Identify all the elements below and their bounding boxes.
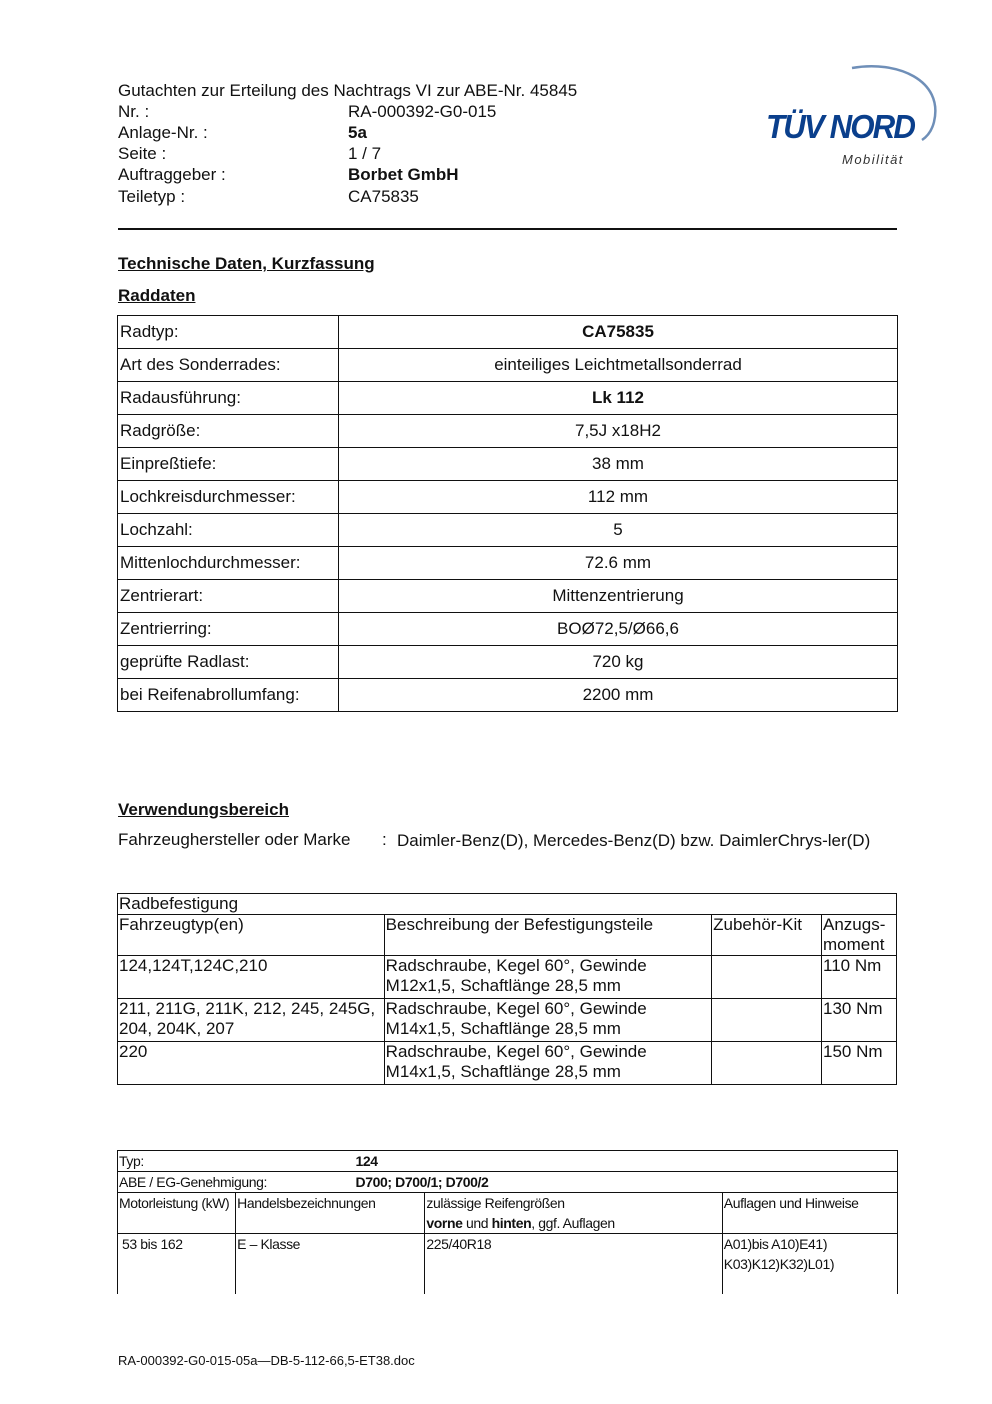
reifen-header-rest: , ggf. Auflagen bbox=[531, 1215, 615, 1231]
raddaten-label: bei Reifenabrollumfang: bbox=[118, 679, 339, 712]
befestigung-beschreibung-cell: Radschraube, Kegel 60°, Gewinde M12x1,5, Schaftlänge 28,5 mm bbox=[384, 956, 711, 999]
raddaten-label: Zentrierart: bbox=[118, 580, 339, 613]
table-row bbox=[118, 1234, 898, 1295]
raddaten-value: 720 kg bbox=[339, 646, 898, 679]
raddaten-label: Mittenlochdurchmesser: bbox=[118, 547, 339, 580]
column-header: Auflagen und Hinweise bbox=[722, 1193, 897, 1234]
raddaten-value: 2200 mm bbox=[339, 679, 898, 712]
befestigung-kit-cell bbox=[712, 999, 822, 1042]
raddaten-label: Art des Sonderrades: bbox=[118, 349, 339, 382]
report-title: Gutachten zur Erteilung des Nachtrags VI zur ABE-Nr. 45845 bbox=[118, 81, 578, 100]
raddaten-row bbox=[118, 613, 898, 646]
typ-table bbox=[117, 1150, 898, 1294]
motor-cell: 53 bis 162 bbox=[118, 1234, 236, 1295]
table-row bbox=[118, 999, 897, 1042]
section-raddaten: Raddaten bbox=[118, 286, 196, 305]
raddaten-row bbox=[118, 316, 898, 349]
header-value: CA75835 bbox=[348, 187, 419, 206]
raddaten-row bbox=[118, 415, 898, 448]
raddaten-value: 72.6 mm bbox=[339, 547, 898, 580]
raddaten-label: Radtyp: bbox=[118, 316, 339, 349]
befestigung-moment-cell: 130 Nm bbox=[822, 999, 897, 1042]
raddaten-table bbox=[117, 315, 898, 712]
raddaten-row bbox=[118, 448, 898, 481]
column-header: Fahrzeugtyp(en) bbox=[118, 915, 385, 956]
befestigung-typ-cell: 124,124T,124C,210 bbox=[118, 956, 385, 999]
raddaten-row bbox=[118, 514, 898, 547]
header-divider bbox=[118, 228, 897, 230]
header-label: Anlage-Nr. : bbox=[118, 123, 208, 142]
raddaten-value: Lk 112 bbox=[339, 382, 898, 415]
manufacturer-label: Fahrzeughersteller oder Marke bbox=[118, 830, 351, 849]
raddaten-value: einteiliges Leichtmetallsonderrad bbox=[339, 349, 898, 382]
raddaten-row bbox=[118, 646, 898, 679]
raddaten-value: 5 bbox=[339, 514, 898, 547]
radbefestigung-table bbox=[117, 893, 897, 1085]
raddaten-row bbox=[118, 382, 898, 415]
column-header-reifen bbox=[425, 1193, 722, 1234]
raddaten-label: Zentrierring: bbox=[118, 613, 339, 646]
tuev-nord-logo bbox=[762, 60, 942, 170]
befestigung-typ-cell: 220 bbox=[118, 1042, 385, 1085]
befestigung-beschreibung-cell: Radschraube, Kegel 60°, Gewinde M14x1,5, Schaftlänge 28,5 mm bbox=[384, 1042, 711, 1085]
table-row bbox=[118, 956, 897, 999]
abe-label: ABE / EG-Genehmigung: bbox=[119, 1174, 268, 1190]
befestigung-beschreibung-cell: Radschraube, Kegel 60°, Gewinde M14x1,5, Schaftlänge 28,5 mm bbox=[384, 999, 711, 1042]
header-value: 5a bbox=[348, 123, 367, 142]
header-row-nr bbox=[118, 102, 638, 123]
section-verwendungsbereich: Verwendungsbereich bbox=[118, 800, 289, 819]
header-label: Teiletyp : bbox=[118, 187, 186, 206]
column-header: Zubehör-Kit bbox=[712, 915, 822, 956]
raddaten-row bbox=[118, 547, 898, 580]
reifen-header-hinten: hinten bbox=[491, 1215, 532, 1231]
footer-filename: RA-000392-G0-015-05a—DB-5-112-66,5-ET38.doc bbox=[118, 1353, 415, 1368]
header-row-auftraggeber bbox=[118, 165, 638, 186]
column-header: Anzugs-moment bbox=[822, 915, 897, 956]
table-row bbox=[118, 1042, 897, 1085]
raddaten-value: BOØ72,5/Ø66,6 bbox=[339, 613, 898, 646]
abe-value: D700; D700/1; D700/2 bbox=[355, 1174, 489, 1190]
raddaten-value: Mittenzentrierung bbox=[339, 580, 898, 613]
befestigung-kit-cell bbox=[712, 956, 822, 999]
raddaten-row bbox=[118, 679, 898, 712]
raddaten-label: Lochzahl: bbox=[118, 514, 339, 547]
typ-value: 124 bbox=[355, 1153, 378, 1169]
header-row-anlage bbox=[118, 123, 638, 144]
section-technische-daten: Technische Daten, Kurzfassung bbox=[118, 254, 375, 273]
reifen-header-und: und bbox=[462, 1215, 492, 1231]
manufacturer-colon: : bbox=[382, 830, 387, 849]
handel-cell: E – Klasse bbox=[236, 1234, 425, 1295]
logo-brand: TÜV NORD bbox=[766, 108, 916, 145]
reifen-header-vorne: vorne bbox=[426, 1215, 463, 1231]
raddaten-label: Radausführung: bbox=[118, 382, 339, 415]
header-row-teiletyp bbox=[118, 187, 638, 208]
reifen-cell: 225/40R18 bbox=[425, 1234, 722, 1295]
befestigung-moment-cell: 110 Nm bbox=[822, 956, 897, 999]
raddaten-row bbox=[118, 481, 898, 514]
raddaten-row bbox=[118, 349, 898, 382]
column-header: Motorleistung (kW) bbox=[118, 1193, 236, 1234]
header-label: Nr. : bbox=[118, 102, 150, 121]
manufacturer-value: Daimler-Benz(D), Mercedes-Benz(D) bzw. DaimlerChrys-ler(D) bbox=[397, 831, 871, 850]
befestigung-typ-cell: 211, 211G, 211K, 212, 245, 245G, 204, 204K, 207 bbox=[118, 999, 385, 1042]
header-row-seite bbox=[118, 144, 638, 165]
header-value: 1 / 7 bbox=[348, 144, 382, 163]
radbefestigung-title: Radbefestigung bbox=[118, 894, 897, 915]
header-label: Seite : bbox=[118, 144, 167, 163]
raddaten-value: 7,5J x18H2 bbox=[339, 415, 898, 448]
typ-label: Typ: bbox=[119, 1153, 144, 1169]
raddaten-label: Lochkreisdurchmesser: bbox=[118, 481, 339, 514]
raddaten-label: geprüfte Radlast: bbox=[118, 646, 339, 679]
befestigung-moment-cell: 150 Nm bbox=[822, 1042, 897, 1085]
raddaten-value: CA75835 bbox=[339, 316, 898, 349]
logo-sub: Mobilität bbox=[842, 152, 904, 167]
header-label: Auftraggeber : bbox=[118, 165, 226, 184]
raddaten-label: Einpreßtiefe: bbox=[118, 448, 339, 481]
column-header: Beschreibung der Befestigungsteile bbox=[384, 915, 711, 956]
header-value: RA-000392-G0-015 bbox=[348, 102, 497, 121]
raddaten-value: 38 mm bbox=[339, 448, 898, 481]
raddaten-label: Radgröße: bbox=[118, 415, 339, 448]
reifen-header-line1: zulässige Reifengrößen bbox=[426, 1195, 565, 1211]
befestigung-kit-cell bbox=[712, 1042, 822, 1085]
raddaten-row bbox=[118, 580, 898, 613]
header-value: Borbet GmbH bbox=[348, 165, 459, 184]
auflagen-cell: A01)bis A10)E41) K03)K12)K32)L01) bbox=[722, 1234, 897, 1295]
raddaten-value: 112 mm bbox=[339, 481, 898, 514]
column-header: Handelsbezeichnungen bbox=[236, 1193, 425, 1234]
